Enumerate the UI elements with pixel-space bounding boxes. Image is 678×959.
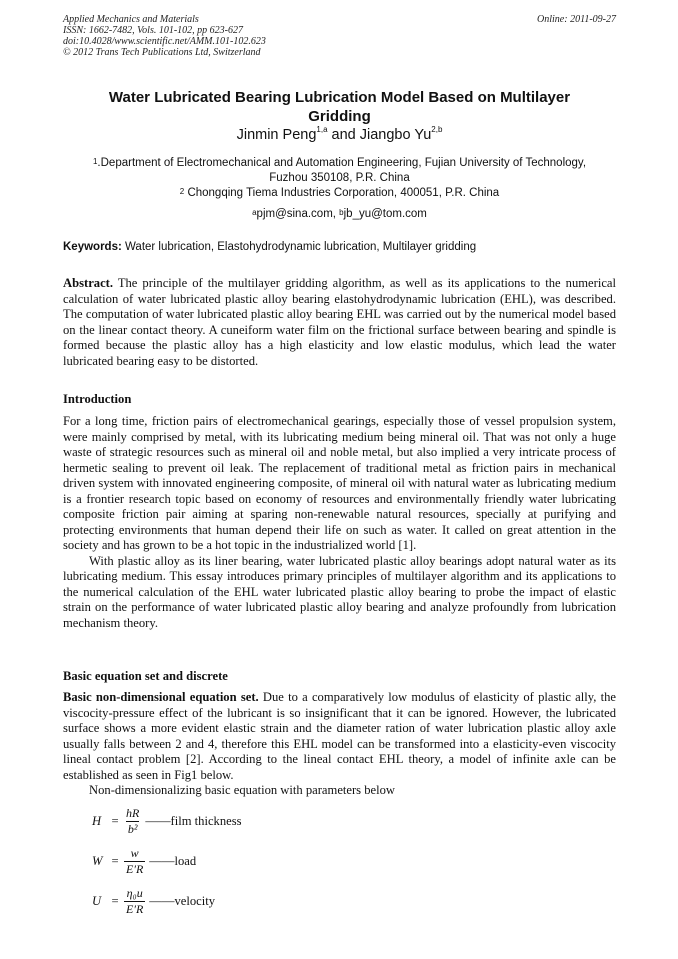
paper-title — [63, 88, 616, 126]
equation-film-thickness: H = $\frac{hR}{\text{b²}}$ ——film thickness — [92, 805, 242, 836]
online-date: Online: 2011-09-27 — [537, 14, 616, 25]
eq-description: ——load — [149, 853, 197, 868]
equation-velocity: U = $\frac{\text{η₀u}}{E'R}$ ——velocity — [92, 885, 216, 916]
intro-paragraph-1: For a long time, friction pairs of electromechanical gearings, especially those of vessel propulsion system, were mainly comprised by metal, with its lubricating medium being mineral oil. That was not only a huge waste of strategic resources such as mineral oil and noble metal, but also implied a very intricate process of hermetic sealing to prevent oil leak. The replacement of traditional metal as friction pairs in mechanical driven system with innovated engineering composite, of mineral oil with natural water as lubricating medium is a frontier research topic based on economy of resources and environmentally friendly water lubricating composite friction pair aiming at sparing non-renewable natural resources, specially at purifying and protecting environments that human depend their life on such as water. It called on great attention in the society and has grown to be a hot topic in the industrialized world [1]. — [63, 414, 616, 552]
title-line-2: Gridding — [308, 108, 371, 125]
author-2-affil: 2,b — [431, 125, 443, 134]
eq-numerator: hR — [126, 805, 140, 820]
equation-list — [92, 801, 242, 921]
affiliation-1 — [63, 156, 616, 186]
affiliation-2 — [63, 186, 616, 201]
issn-line: ISSN: 1662-7482, Vols. 101-102, pp 623-627 — [63, 25, 243, 36]
eq-fraction — [124, 846, 145, 877]
intro-paragraph-2: With plastic alloy as its liner bearing, water lubricated plastic alloy bearings adopt natural water as its lubricating medium. This essay introduces primary principles of multilayer algorithm and its applications to the numerical calculation of the EHL water lubricated plastic alloy bearing to probe the impact of elastic strain on the performance of water lubricated plastic alloy bearing and analyze profoundly from lubrication mechanism theory. — [63, 553, 616, 630]
journal-header — [63, 14, 616, 58]
eq-numerator: w — [130, 845, 139, 860]
eq-description: ——velocity — [149, 893, 216, 908]
eq-lhs: H — [92, 813, 102, 828]
email-b: jb_yu@tom.com — [343, 208, 427, 220]
email-a: pjm@sina.com, — [256, 208, 340, 220]
email-line — [63, 207, 616, 222]
eq-lhs: U — [92, 893, 102, 908]
abstract-text: The principle of the multilayer gridding algorithm, as well as its applications to the numerical calculation of water lubricated plastic alloy bearing elastohydrodynamic lubrication (EHL), was described. The computation of water lubricated plastic alloy bearing EHL was carried out by the numerical model based on the linear contact theory. A cuneiform water film on the frictional surface between bearing and spindle is formed because the plastic alloy has a high elasticity and low elastic modulus, which lead the water lubricated bearing easy to be distorted. — [63, 276, 616, 368]
abstract — [63, 276, 616, 369]
author-2: and Jiangbo Yu — [327, 127, 432, 143]
affiliation-1-city: Fuzhou 350108, P.R. China — [269, 172, 410, 184]
basic-paragraph-1: Due to a comparatively low modulus of elasticity of plastic ally, the viscocity-pressure effect of the lubricant is so insignificant that it can be ignored. However, the lubricated surface shows a more evident elastic strain and the diameter ration of water lubrication plastic alloy axle usually falls between 2 and 4, therefore this EHL model can be transformed into a elasticity-even viscocity lineal contact problem [2]. According to the lineal contact EHL theory, a model of infinite axle can be established as seen in Fig1 below. — [63, 690, 617, 782]
affiliation-1-mark: 1 — [92, 157, 98, 166]
title-line-1: Water Lubricated Bearing Lubrication Model Based on Multilayer — [108, 89, 571, 106]
eq-denominator: E′R — [126, 901, 144, 916]
keywords-label: Keywords: — [63, 241, 122, 253]
introduction-body — [63, 414, 616, 631]
doi-line: doi:10.4028/www.scientific.net/AMM.101-102.623 — [63, 36, 266, 47]
affiliation-2-text: Chongqing Tiema Industries Corporation, 400051, P.R. China — [184, 187, 500, 199]
author-1: Jinmin Peng — [236, 127, 317, 143]
basic-paragraph-2: Non-dimensionalizing basic equation with parameters below — [89, 783, 396, 797]
subsection-label: Basic non-dimensional equation set. — [63, 690, 259, 704]
email-a-mark: a — [252, 208, 257, 217]
abstract-label: Abstract. — [63, 276, 114, 290]
eq-lhs: W — [92, 853, 103, 868]
copyright-line: © 2012 Trans Tech Publications Ltd, Switzerland — [63, 47, 261, 58]
affiliation-1-text: .Department of Electromechanical and Automation Engineering, Fujian University of Technology, — [97, 157, 587, 169]
author-1-affil: 1,a — [316, 125, 328, 134]
eq-numerator: η₀u — [126, 885, 143, 900]
keywords — [63, 241, 616, 253]
eq-description: ——film thickness — [145, 813, 242, 828]
affiliation-2-mark: 2 — [179, 187, 185, 196]
introduction-heading: Introduction — [63, 392, 132, 406]
journal-name: Applied Mechanics and Materials — [63, 14, 199, 25]
keywords-text: Water lubrication, Elastohydrodynamic lubrication, Multilayer gridding — [121, 241, 477, 253]
email-b-mark: b — [339, 208, 344, 217]
eq-denominator: E′R — [126, 861, 144, 876]
equation-load: W = $\frac{w}{E'R}$ ——load — [92, 845, 197, 876]
basic-equation-body — [63, 690, 616, 799]
eq-fraction — [124, 886, 145, 917]
basic-equation-heading: Basic equation set and discrete — [63, 669, 228, 683]
eq-fraction — [124, 806, 141, 837]
eq-denominator: b² — [127, 821, 138, 836]
author-list — [63, 127, 616, 143]
